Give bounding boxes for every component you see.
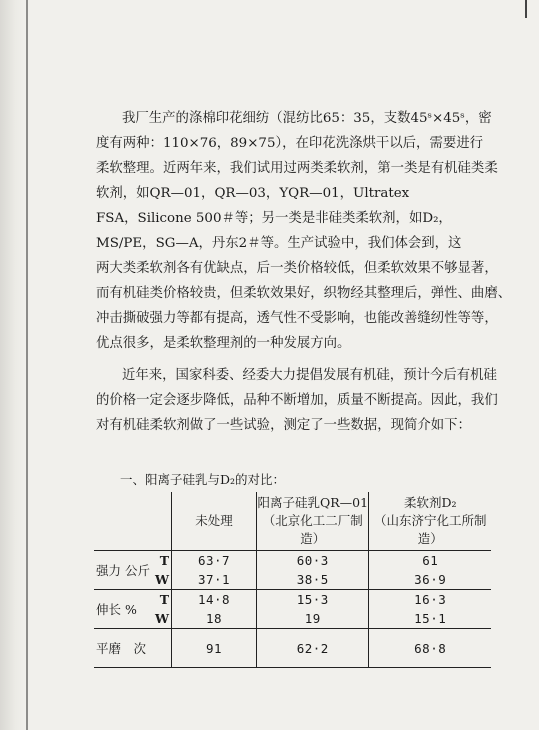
header-untreated: 未处理	[172, 492, 257, 551]
paragraph-line: 我厂生产的涤棉印花细纺（混纺比65：35，支数45ˢ×45ˢ，密	[122, 111, 492, 126]
table-row	[94, 590, 491, 610]
cell-value: 37·1	[172, 570, 257, 590]
row-label-strength: 强力 公斤	[94, 551, 155, 590]
cell-value: 91	[172, 629, 257, 668]
scan-corner-mark	[525, 0, 527, 18]
paragraph-2	[96, 363, 496, 438]
header-qr01	[257, 492, 369, 551]
header-qr01-name: 阳离子硅乳QR—01	[257, 495, 369, 510]
header-d2	[369, 492, 491, 551]
paragraph-1	[96, 106, 512, 356]
cell-value: 60·3	[257, 551, 369, 571]
cell-value: 15·3	[257, 590, 369, 610]
row-tw-empty	[155, 629, 172, 668]
paragraph-line: 柔软整理。近两年来，我们试用过两类柔软剂，第一类是有机硅类柔	[96, 161, 498, 176]
header-d2-maker: （山东济宁化工所制造）	[373, 513, 487, 546]
scan-left-rule	[26, 0, 28, 730]
paragraph-line: 软剂，如QR—01，QR—03，YQR—01，Ultratex	[96, 186, 410, 201]
paragraph-line: MS/PE，SG—A，丹东2＃等。生产试验中，我们体会到，这	[96, 236, 462, 251]
paragraph-line: 而有机硅类价格较贵，但柔软效果好，织物经其整理后，弹性、曲磨、	[96, 286, 512, 301]
paragraph-line: 优点很多，是柔软整理剂的一种发展方向。	[96, 336, 351, 351]
header-d2-name: 柔软剂D₂	[403, 495, 457, 510]
row-tw-w: W	[155, 609, 172, 629]
cell-value: 63·7	[172, 551, 257, 571]
section-title: 一、阳离子硅乳与D₂的对比：	[120, 472, 286, 487]
row-label-elongation: 伸长 %	[94, 590, 155, 629]
paragraph-line: 度有两种：110×76，89×75），在印花洗涤烘干以后，需要进行	[96, 136, 484, 151]
header-blank	[155, 492, 172, 551]
header-blank	[94, 492, 155, 551]
cell-value: 68·8	[369, 629, 491, 668]
cell-value: 62·2	[257, 629, 369, 668]
cell-value: 19	[257, 609, 369, 629]
row-tw-w: W	[155, 570, 172, 590]
scan-left-edge	[0, 0, 26, 730]
table-header-row	[94, 492, 491, 551]
cell-value: 38·5	[257, 570, 369, 590]
cell-value: 14·8	[172, 590, 257, 610]
comparison-table	[94, 492, 491, 668]
table-row	[94, 629, 491, 668]
paragraph-line: 两大类柔软剂各有优缺点，后一类价格较低，但柔软效果不够显著，	[96, 261, 498, 276]
paragraph-line: 近年来，国家科委、经委大力提倡发展有机硅，预计今后有机硅	[122, 368, 497, 383]
cell-value: 15·1	[369, 609, 491, 629]
table-row	[94, 551, 491, 571]
document-body	[96, 106, 512, 438]
paragraph-line: 对有机硅柔软剂做了一些试验，测定了一些数据，现简介如下：	[96, 418, 471, 433]
header-qr01-maker: （北京化工二厂制造）	[262, 513, 363, 546]
row-tw-t: T	[159, 592, 169, 607]
row-label-abrasion: 平磨 次	[94, 629, 155, 668]
paragraph-line: 的价格一定会逐步降低，品种不断增加，质量不断提高。因此，我们	[96, 393, 498, 408]
cell-value: 18	[172, 609, 257, 629]
cell-value: 36·9	[369, 570, 491, 590]
paragraph-line: 冲击撕破强力等都有提高，透气性不受影响，也能改善缝纫性等等，	[96, 311, 498, 326]
paragraph-line: FSA，Silicone 500＃等；另一类是非硅类柔软剂，如D₂，	[96, 211, 452, 226]
cell-value: 16·3	[369, 590, 491, 610]
cell-value: 61	[369, 551, 491, 571]
row-tw-t: T	[159, 553, 169, 568]
